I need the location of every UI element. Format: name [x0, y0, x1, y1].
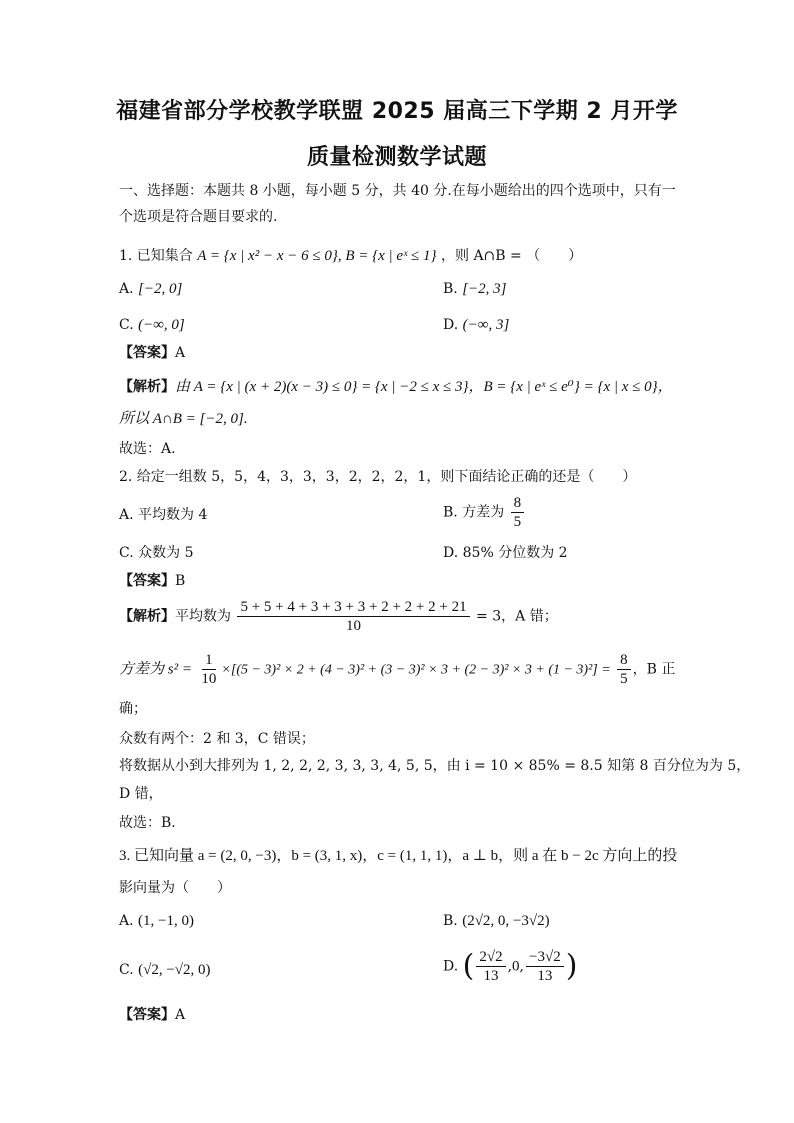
- q2-option-a: [119, 505, 207, 525]
- q2-option-b-numerator: 8: [511, 494, 525, 513]
- q3-option-d-paren-open: (: [462, 948, 475, 984]
- q2-percentile-line2: D 错，: [119, 786, 163, 802]
- q2-variance-result-numerator: 8: [617, 651, 631, 670]
- q2-mean-numerator: 5 + 5 + 4 + 3 + 3 + 3 + 2 + 2 + 2 + 21: [237, 598, 469, 617]
- q1-conclusion: 故选：A.: [119, 441, 176, 457]
- q2-option-a-label: A.: [119, 507, 134, 523]
- q2-option-d: [443, 543, 568, 563]
- q1-option-d: [443, 315, 509, 335]
- q1-stem: [119, 246, 582, 266]
- q2-percentile-line1: 将数据从小到大排列为 1, 2, 2, 2, 3, 3, 3, 4, 5, 5，由 i = 10 × 85% = 8.5 知第 8 百分位为为 5，: [119, 758, 751, 774]
- q3-option-a-text: (1, −1, 0): [138, 913, 194, 929]
- q2-option-b-fraction: [511, 494, 525, 531]
- q2-mean-fraction: [237, 598, 469, 635]
- q3-option-d-zero: 0: [512, 958, 520, 975]
- document-title-line1: 福建省部分学校教学联盟 2025 届高三下学期 2 月开学: [116, 99, 678, 124]
- q1-option-c: [119, 315, 185, 335]
- q3-option-c: [119, 960, 211, 980]
- q2-variance-result: [617, 651, 631, 688]
- q1-option-d-text: (−∞, 3]: [462, 317, 510, 333]
- q3-option-d-frac2-denominator: 13: [537, 968, 553, 984]
- q2-variance-suffix: ，B 正: [632, 661, 676, 678]
- q2-analysis-mean: [119, 598, 558, 635]
- q1-option-b-text: [−2, 3]: [462, 281, 507, 297]
- q1-option-b-label: B.: [443, 281, 458, 297]
- section-instruction-line2: 个选项是符合题目要求的.: [119, 209, 278, 225]
- q3-option-b-text: (2√2, 0, −3√2): [462, 913, 550, 929]
- q1-option-b: [443, 279, 507, 299]
- q2-answer-tag: 【答案】: [119, 573, 175, 589]
- q2-option-b-label: B.: [443, 504, 458, 521]
- q2-mean-suffix: = 3，A 错；: [476, 608, 558, 625]
- q2-variance-coef: [198, 651, 219, 688]
- q3-option-d-fraction1: [476, 948, 505, 985]
- q1-option-c-text: (−∞, 0]: [138, 317, 185, 333]
- q2-option-d-text: 85% 分位数为 2: [462, 545, 568, 561]
- q2-option-d-label: D.: [443, 545, 459, 561]
- q1-analysis-line2: 所以 A∩B = [−2, 0].: [119, 411, 248, 427]
- q1-answer: [119, 343, 185, 363]
- q3-option-d-frac1-denominator: 13: [483, 968, 499, 984]
- q2-option-b-text: 方差为: [462, 504, 505, 521]
- q2-conclusion: 故选：B.: [119, 815, 176, 831]
- q2-mode-line: 众数有两个：2 和 3，C 错误；: [119, 731, 315, 747]
- q2-option-c: [119, 543, 193, 563]
- q2-answer-value: B: [175, 573, 186, 589]
- q3-option-d: D. ( $\frac{2√2}{13}$ ,0, $\frac{-3√2}{13}$ ): [443, 948, 578, 984]
- q3-option-d-paren-close: ): [565, 948, 578, 984]
- q3-answer-tag: 【答案】: [119, 1007, 175, 1023]
- q2-analysis-variance: [119, 651, 675, 688]
- q1-option-a-text: [−2, 0]: [138, 281, 183, 297]
- q2-variance-coef-denominator: 10: [201, 671, 217, 687]
- q2-variance-result-denominator: 5: [620, 671, 628, 687]
- q2-option-b-denominator: 5: [513, 514, 522, 530]
- q3-option-d-frac2-numerator: −3√2: [526, 948, 564, 967]
- q3-option-c-label: C.: [119, 962, 134, 978]
- q3-answer: [119, 1005, 185, 1025]
- q2-mean-denominator: 10: [346, 618, 362, 634]
- q1-option-a-label: A.: [119, 281, 134, 297]
- q1-option-d-label: D.: [443, 317, 459, 333]
- q3-stem-line2: 影向量为（ ）: [119, 880, 231, 896]
- q3-option-c-text: (√2, −√2, 0): [138, 962, 211, 978]
- q1-stem-prefix: 1. 已知集合: [119, 248, 193, 264]
- q3-option-a-label: A.: [119, 913, 134, 929]
- q1-stem-suffix: ，则 A∩B = （ ）: [441, 248, 583, 264]
- q2-variance-coef-numerator: 1: [202, 651, 216, 670]
- section-instruction-line1: 一、选择题：本题共 8 小题，每小题 5 分，共 40 分.在每小题给出的四个选项中，只有一: [119, 183, 676, 199]
- q3-option-a: [119, 911, 194, 931]
- q3-answer-value: A: [175, 1007, 186, 1023]
- q1-option-a: [119, 279, 182, 299]
- q2-variance-tail: 确；: [119, 701, 147, 717]
- q1-set-definition: A = {x | x² − x − 6 ≤ 0}, B = {x | eˣ ≤ 1}: [197, 248, 437, 264]
- q1-answer-value: A: [175, 345, 186, 361]
- q2-mean-prefix: 平均数为: [175, 608, 231, 625]
- q2-option-a-text: 平均数为 4: [138, 507, 208, 523]
- q3-option-d-fraction2: [526, 948, 564, 985]
- q1-analysis-line1: [119, 377, 673, 397]
- q2-stem: 2. 给定一组数 5，5，4，3，3，3，2，2，2，1，则下面结论正确的还是（ ）: [119, 469, 637, 485]
- q3-option-b: [443, 911, 550, 931]
- q2-answer: [119, 571, 185, 591]
- q1-option-c-label: C.: [119, 317, 134, 333]
- q3-option-b-label: B.: [443, 913, 458, 929]
- q2-option-c-label: C.: [119, 545, 134, 561]
- q3-option-d-frac1-numerator: 2√2: [476, 948, 505, 967]
- document-title-line2: 质量检测数学试题: [306, 145, 487, 170]
- q3-stem-line1: 3. 已知向量 a = (2, 0, −3)，b = (3, 1, x)，c = (1, 1, 1)，a ⊥ b，则 a 在 b − 2c 方向上的投: [119, 848, 678, 864]
- q1-answer-tag: 【答案】: [119, 345, 175, 361]
- q2-option-b: [443, 494, 526, 531]
- q1-analysis-tag: 【解析】: [119, 379, 175, 395]
- q1-analysis-text: 由 A = {x | (x + 2)(x − 3) ≤ 0} = {x | −2 ≤ x ≤ 3}，B = {x | eˣ ≤ e⁰} = {x | x ≤ 0}，: [175, 379, 673, 395]
- q2-variance-body: ×[(5 − 3)² × 2 + (4 − 3)² + (3 − 3)² × 3 + (2 − 3)² × 3 + (1 − 3)²] =: [221, 662, 611, 678]
- q2-analysis-tag: 【解析】: [119, 608, 175, 625]
- q3-option-d-label: D.: [443, 958, 459, 975]
- q2-option-c-text: 众数为 5: [138, 545, 194, 561]
- q2-variance-prefix: 方差为 s² =: [119, 661, 192, 678]
